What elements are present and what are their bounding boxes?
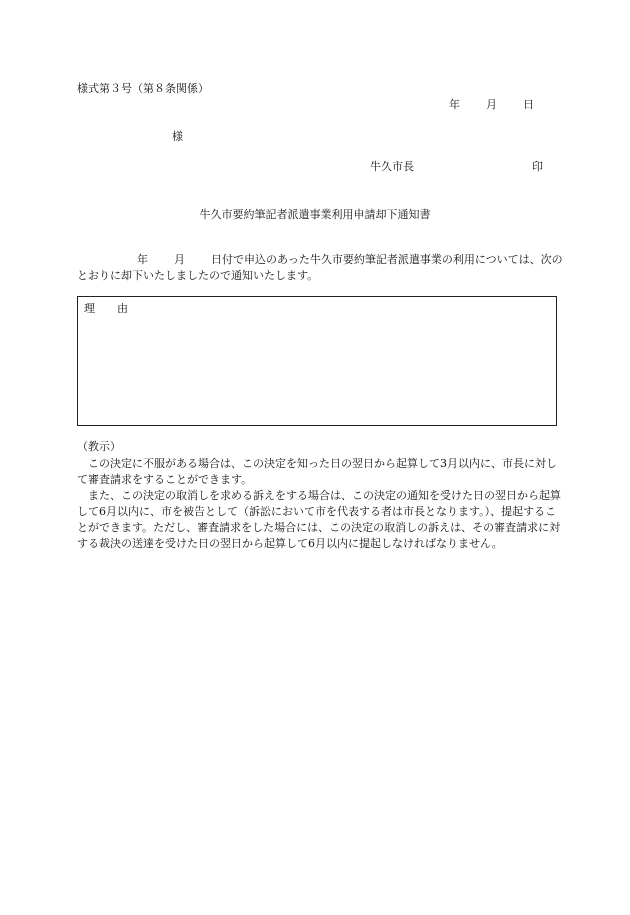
issue-date-line bbox=[449, 98, 534, 112]
issue-date-month: 月 bbox=[486, 98, 497, 111]
reason-box bbox=[77, 296, 557, 426]
body-paragraph bbox=[77, 252, 563, 284]
notice-heading: （教示） bbox=[77, 440, 121, 453]
reason-label: 理 由 bbox=[84, 302, 128, 315]
form-number: 様式第３号（第８条関係） bbox=[77, 82, 209, 95]
document-title: 牛久市要約筆記者派遣事業利用申請却下通知書 bbox=[199, 208, 431, 221]
body-text: 日付で申込のあった牛久市要約筆記者派遣事業の利用については、次のとおりに却下いたしましたので通知いたします。 bbox=[77, 253, 563, 282]
body-date-year: 年 bbox=[137, 253, 148, 266]
issue-date-year: 年 bbox=[449, 98, 460, 111]
notice-paragraph-2: また、この決定の取消しを求める訴えをする場合は、この決定の通知を受けた日の翌日から起算して6月以内に、市を被告として（訴訟において市を代表する者は市長となります。）、提起することができます。ただし、審査請求をした場合には、この決定の取消しの訴えは、その審査請求に対する裁決の送達を受けた日の翌日から起算して6月以内に提起しなければなりません。 bbox=[77, 489, 561, 550]
issue-date-day: 日 bbox=[523, 98, 534, 111]
seal-mark: 印 bbox=[532, 160, 543, 173]
body-date-month: 月 bbox=[174, 253, 185, 266]
addressee-honorific: 様 bbox=[172, 130, 183, 143]
sender-mayor: 牛久市長 bbox=[370, 160, 414, 173]
notice-paragraph-1: この決定に不服がある場合は、この決定を知った日の翌日から起算して3月以内に、市長に対して審査請求をすることができます。 bbox=[77, 457, 557, 486]
